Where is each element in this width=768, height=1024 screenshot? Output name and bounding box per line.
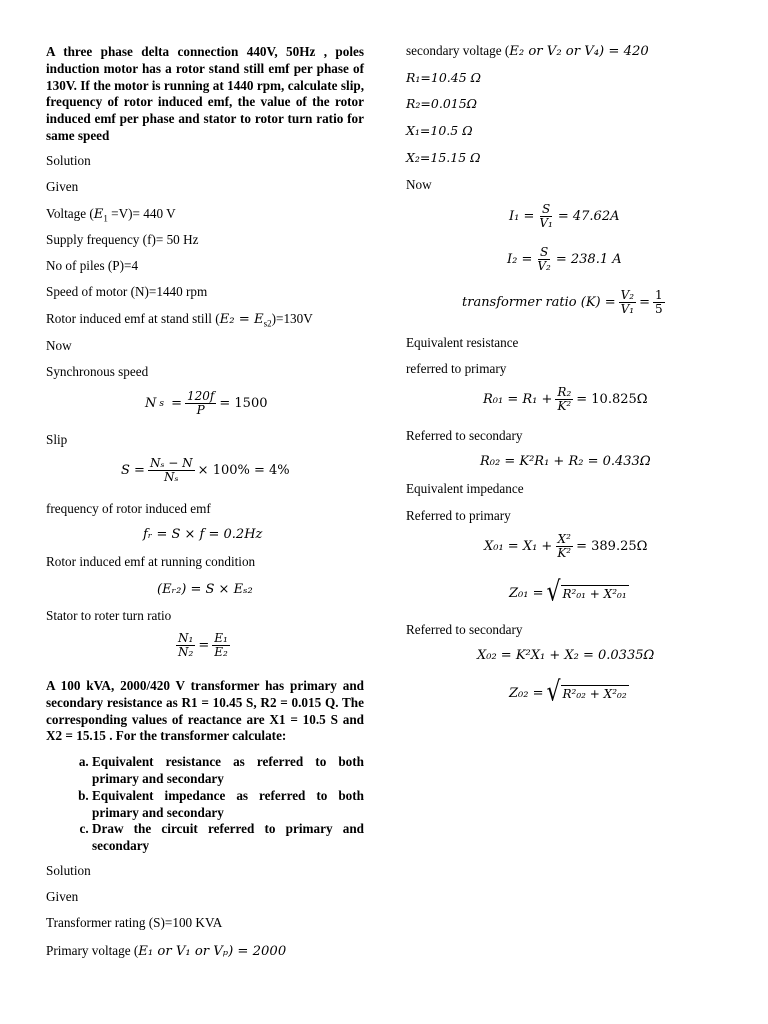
rotor-emf-symbol: E₂ = E [219, 312, 264, 327]
eq-x01-rhs: = 389.25Ω [576, 539, 648, 554]
eq-k-fraction-num [653, 289, 665, 316]
equation-er2: (Eᵣ₂) = S × Eₛ₂ [157, 582, 253, 597]
sqrt-icon: √ R²₀₁ + X²₀₁ [546, 576, 627, 608]
r1-value: R₁=10.45 Ω [406, 70, 482, 85]
eq-i1-den: V₁ [539, 216, 553, 230]
eq-i2-rhs: = 238.1 A [555, 252, 622, 267]
eq-ratio-fraction-e [212, 632, 230, 659]
eq-i1-lhs: I₁ = [509, 209, 535, 224]
equiv-resistance-heading: Equivalent resistance [406, 335, 519, 350]
equation-i1 [509, 203, 620, 230]
eq-k-fraction-v [619, 289, 636, 316]
eq-ratio-n2: N₂ [178, 645, 194, 659]
equation-ns: N s = $\frac{120f}{P}$ = 1500 [145, 389, 268, 417]
problem-2-list [46, 754, 364, 855]
secondary-voltage-label: secondary voltage ( [406, 43, 510, 58]
eq-ns-rhs: = 1500 [219, 396, 268, 411]
rotor-emf-line [46, 311, 313, 332]
voltage-label: Voltage ( [46, 206, 94, 221]
rotor-emf-label: Rotor induced emf at stand still ( [46, 311, 220, 326]
eq-i2-fraction [535, 246, 552, 273]
referred-primary-label: referred to primary [406, 361, 507, 376]
voltage-symbol: E [93, 207, 104, 222]
eq-s-fraction [148, 457, 195, 484]
eq-ns-sub: s [159, 398, 164, 409]
primary-voltage-label: Primary voltage ( [46, 943, 139, 958]
equation-i2 [507, 246, 622, 273]
equiv-impedance-heading: Equivalent impedance [406, 481, 524, 496]
eq-i2-lhs: I₂ = [507, 252, 533, 267]
given-heading: Given [46, 179, 79, 194]
given-2-heading: Given [46, 889, 79, 904]
sync-speed-label: Synchronous speed [46, 364, 149, 379]
problem-2-statement: A 100 kVA, 2000/420 V transformer has primary and secondary resistance as R1 = 10.45 S, R2 = 0.015 Q. The corresponding values of reactance are X1 = 10.5 S and X2 = 15.15 . For the transformer calculate: [46, 678, 364, 744]
referred-primary-2-label: Referred to primary [406, 508, 511, 523]
list-item: b. Equivalent impedance as referred to both primary and secondary [92, 788, 364, 822]
problem-2-block [46, 678, 364, 855]
secondary-voltage-value: E₂ or V₂ or V₄) = 420 [509, 44, 649, 59]
eq-z02-body: R²₀₂ + X²₀₂ [562, 687, 627, 701]
eq-z01-lhs: Z₀₁ = [509, 585, 544, 601]
eq-k-lhs: transformer ratio (K) = [462, 295, 616, 310]
equation-r02: R₀₂ = K²R₁ + R₂ = 0.433Ω [480, 454, 651, 469]
eq-i2-den: V₂ [537, 259, 551, 273]
now-2-heading: Now [406, 177, 432, 192]
eq-s-lhs: S = [121, 463, 145, 478]
now-heading: Now [46, 338, 72, 353]
list-item: c. Draw the circuit referred to primary and secondary [92, 821, 364, 855]
eq-i1-fraction [537, 203, 554, 230]
eq-x01-fraction [555, 533, 573, 560]
eq-i1-num: S [542, 202, 551, 216]
eq-ns-num: 120f [187, 389, 215, 403]
equation-transformer-ratio: transformer ratio (K) = $\frac{\text{V₂}}{\text{V₁}}$ = $\frac{1}{5}$ [462, 288, 663, 316]
primary-voltage-value: E₁ or V₁ or Vₚ) = 2000 [138, 944, 287, 959]
poles-line: No of piles (P)=4 [46, 258, 139, 273]
slip-label: Slip [46, 432, 68, 447]
eq-z01-body: R²₀₁ + X²₀₁ [562, 587, 627, 601]
x1-value: X₁=10.5 Ω [406, 123, 473, 138]
list-item: a. Equivalent resistance as referred to both primary and secondary [92, 754, 364, 788]
eq-ratio-fraction-n [176, 632, 195, 659]
eq-r01-lhs: R₀₁ = R₁ + [483, 392, 553, 407]
eq-r01-num: R₂ [557, 385, 572, 399]
voltage-line [46, 206, 176, 227]
eq-i1-rhs: = 47.62A [557, 209, 620, 224]
speed-line: Speed of motor (N)=1440 rpm [46, 284, 208, 299]
rotor-emf-sub: s2 [263, 318, 272, 329]
eq-ratio-n1: N₁ [178, 631, 194, 645]
eq-s-den: Nₛ [164, 470, 179, 484]
rotor-running-label: Rotor induced emf at running condition [46, 554, 256, 569]
eq-k-v2: V₂ [620, 288, 635, 302]
primary-voltage-line [46, 943, 286, 960]
voltage-value: =V)= 440 V [107, 206, 176, 221]
eq-k-1: 1 [655, 288, 663, 302]
referred-secondary-2-label: Referred to secondary [406, 622, 523, 637]
equation-fr: fᵣ = S × f = 0.2Hz [143, 527, 263, 542]
eq-x01-den: K² [557, 546, 572, 560]
eq-ns-lhs: N [145, 396, 157, 411]
equation-r01 [483, 386, 648, 413]
rotor-frequency-label: frequency of rotor induced emf [46, 501, 211, 516]
solution-2-heading: Solution [46, 863, 91, 878]
x2-value: X₂=15.15 Ω [406, 150, 481, 165]
secondary-voltage-line [406, 43, 649, 60]
equation-z02 [509, 676, 629, 708]
eq-k-v1: V₁ [620, 302, 635, 316]
eq-s-rhs: × 100% = 4% [197, 463, 290, 478]
equation-x02: X₀₂ = K²X₁ + X₂ = 0.0335Ω [477, 648, 655, 663]
transformer-rating: Transformer rating (S)=100 KVA [46, 915, 223, 930]
eq-ratio-e2: E₂ [214, 645, 228, 659]
eq-i2-num: S [540, 245, 549, 259]
eq-x01-lhs: X₀₁ = X₁ + [484, 539, 553, 554]
eq-r01-rhs: = 10.825Ω [576, 392, 648, 407]
eq-ns-fraction [185, 390, 216, 417]
eq-z02-lhs: Z₀₂ = [509, 685, 544, 701]
supply-frequency: Supply frequency (f)= 50 Hz [46, 232, 199, 247]
eq-k-5: 5 [655, 302, 663, 316]
turn-ratio-label: Stator to roter turn ratio [46, 608, 172, 623]
eq-s-num: Nₛ − N [149, 456, 193, 470]
solution-heading: Solution [46, 153, 91, 168]
voltage-sub: 1 [103, 213, 108, 224]
equation-slip [121, 457, 290, 484]
left-column [46, 44, 364, 145]
problem-1-statement: A three phase delta connection 440V, 50Hz , poles induction motor has a rotor stand still emf per phase of 130V. If the motor is running at 1440 rpm, calculate slip, frequency of rotor induced emf, the value of the rotor induced emf per phase and stator to rotor turn ratio for same speed [46, 44, 364, 143]
equation-x01 [484, 533, 647, 560]
rotor-emf-value: )=130V [271, 311, 313, 326]
r2-value: R₂=0.015Ω [406, 96, 478, 111]
eq-r01-den: K² [557, 399, 572, 413]
equation-z01 [509, 576, 629, 608]
sqrt-icon: √ R²₀₂ + X²₀₂ [546, 676, 627, 708]
eq-r01-fraction [555, 386, 573, 413]
eq-x01-num: X² [557, 532, 571, 546]
referred-secondary-label: Referred to secondary [406, 428, 523, 443]
eq-ns-den: P [196, 403, 205, 417]
eq-ratio-e1: E₁ [214, 631, 228, 645]
equation-turn-ratio: $\frac{\text{N₁}}{\text{N₂}}$ = $\frac{\text{E₁}}{\text{E₂}}$ [178, 631, 228, 659]
